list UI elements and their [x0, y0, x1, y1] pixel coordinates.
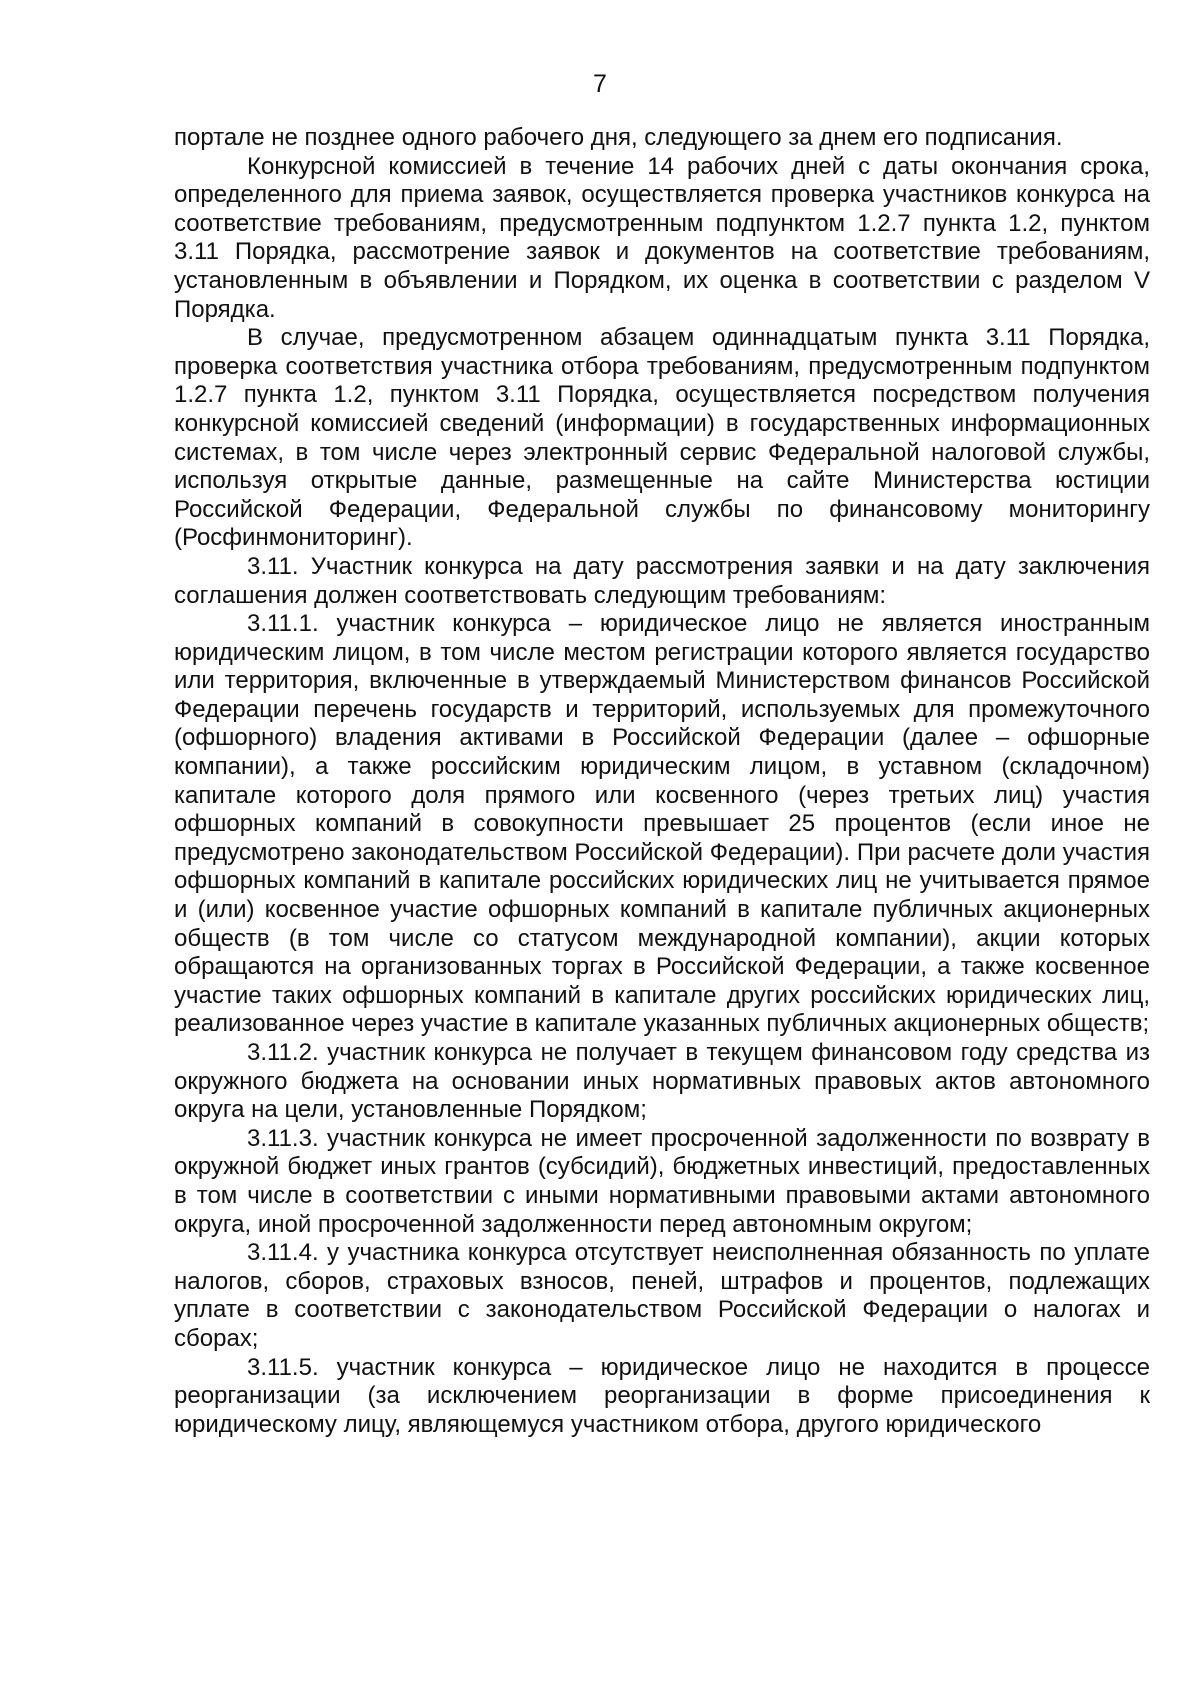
paragraph-verification-case: В случае, предусмотренном абзацем одиннадцатым пункта 3.11 Порядка, проверка соответствия участника отбора требованиям, предусмотренным подпунктом 1.2.7 пункта 1.2, пунктом 3.11 Порядка, осуществляется посредством получения конкурсной комиссией сведений (информации) в государственных информационных системах, в том числе через электронный сервис Федеральной налоговой службы, используя открытые данные, размещенные на сайте Министерства юстиции Российской Федерации, Федеральной службы по финансовому мониторингу (Росфинмониторинг).: [174, 324, 1150, 552]
document-body: [174, 124, 1150, 1439]
paragraph-3-11-4: 3.11.4. у участника конкурса отсутствует неисполненная обязанность по уплате налогов, сборов, страховых взносов, пеней, штрафов и процентов, подлежащих уплате в соответствии с законодательством Российской Федерации о налогах и сборах;: [174, 1239, 1150, 1352]
paragraph-3-11-5: 3.11.5. участник конкурса – юридическое лицо не находится в процессе реорганизации (за исключением реорганизации в форме присоединения к юридическому лицу, являющемуся участником отбора, другого юридического: [174, 1353, 1150, 1438]
paragraph-3-11: 3.11. Участник конкурса на дату рассмотрения заявки и на дату заключения соглашения должен соответствовать следующим требованиям:: [174, 552, 1150, 609]
paragraph-continuation: портале не позднее одного рабочего дня, следующего за днем его подписания.: [174, 124, 1063, 151]
paragraph-3-11-3: 3.11.3. участник конкурса не имеет просроченной задолженности по возврату в окружной бюджет иных грантов (субсидий), бюджетных инвестиций, предоставленных в том числе в соответствии с иными нормативными правовыми актами автономного округа, иной просроченной задолженности перед автономным округом;: [174, 1124, 1150, 1238]
paragraph-3-11-2: 3.11.2. участник конкурса не получает в текущем финансовом году средства из окружного бюджета на основании иных нормативных правовых актов автономного округа на цели, установленные Порядком;: [174, 1039, 1150, 1124]
page-number: 7: [593, 70, 607, 98]
paragraph-3-11-1: 3.11.1. участник конкурса – юридическое лицо не является иностранным юридическим лицом, в том числе местом регистрации которого является государство или территория, включенные в утверждаемый Министерством финансов Российской Федерации перечень государств и территорий, используемых для промежуточного (офшорного) владения активами в Российской Федерации (далее – офшорные компании), а также российским юридическим лицом, в уставном (складочном) капитале которого доля прямого или косвенного (через третьих лиц) участия офшорных компаний в совокупности превышает 25 процентов (если иное не предусмотрено законодательством Российской Федерации). При расчете доли участия офшорных компаний в капитале российских юридических лиц не учитывается прямое и (или) косвенное участие офшорных компаний в капитале публичных акционерных обществ (в том числе со статусом международной компании), акции которых обращаются на организованных торгах в Российской Федерации, а также косвенное участие таких офшорных компаний в капитале других российских юридических лиц, реализованное через участие в капитале указанных публичных акционерных обществ;: [174, 610, 1150, 1038]
paragraph-commission-review: Конкурсной комиссией в течение 14 рабочих дней с даты окончания срока, определенного для приема заявок, осуществляется проверка участников конкурса на соответствие требованиям, предусмотренным подпунктом 1.2.7 пункта 1.2, пунктом 3.11 Порядка, рассмотрение заявок и документов на соответствие требованиям, установленным в объявлении и Порядком, их оценка в соответствии с разделом V Порядка.: [174, 152, 1150, 323]
